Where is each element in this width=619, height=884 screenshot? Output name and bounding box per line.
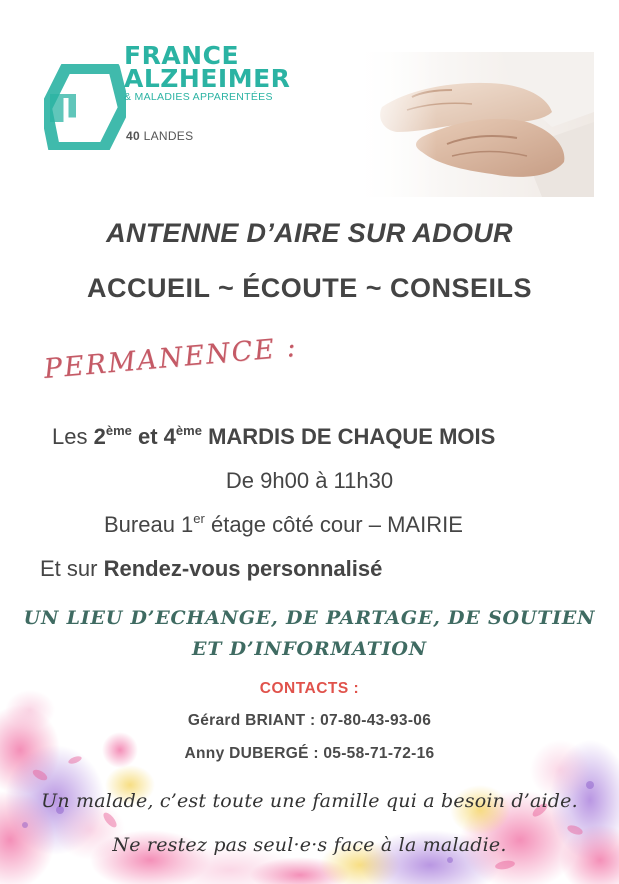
- days-second-suffix: ème: [175, 423, 202, 438]
- logo-line-france: FRANCE: [124, 41, 240, 70]
- tagline-not-alone: Ne restez pas seul·e·s face à la maladie.: [112, 834, 507, 856]
- appointment-info: [40, 556, 382, 582]
- contact-gerard: Gérard BRIANT : 07-80-43-93-06: [187, 712, 432, 729]
- rdv-prefix: Et sur: [40, 556, 104, 581]
- days-first-suffix: ème: [105, 423, 132, 438]
- slogan-line-1: UN LIEU D’ECHANGE, DE PARTAGE, DE SOUTIEN: [23, 607, 596, 629]
- department-number: 40: [126, 129, 140, 143]
- rdv-bold: Rendez-vous personnalisé: [103, 556, 383, 581]
- permanence-heading: PERMANENCE :: [42, 331, 299, 385]
- days-connector: et: [131, 424, 164, 449]
- department-name: LANDES: [143, 129, 194, 143]
- slogan-line-2: ET D’INFORMATION: [192, 638, 427, 660]
- schedule-location: [104, 512, 463, 538]
- holding-hands-photo: [352, 52, 594, 197]
- schedule-days: [52, 424, 495, 450]
- days-prefix: Les: [52, 424, 94, 449]
- contact-anny: Anny DUBERGÉ : 05-58-71-72-16: [184, 745, 435, 762]
- days-second-number: 4: [163, 424, 176, 449]
- logo-subtitle: & MALADIES APPARENTÉES: [124, 91, 273, 103]
- hexagon-logo-icon: [44, 64, 126, 150]
- logo-department: [126, 129, 193, 143]
- services-title: ACCUEIL ~ ÉCOUTE ~ CONSEILS: [86, 273, 533, 303]
- logo-line-alzheimer: ALZHEIMER: [124, 64, 291, 93]
- bureau-suffix: er: [193, 511, 205, 526]
- days-first-number: 2: [93, 424, 106, 449]
- tagline-family: Un malade, c’est toute une famille qui a besoin d’aide.: [41, 790, 578, 812]
- bureau-rest: étage côté cour – MAIRIE: [204, 512, 463, 537]
- days-rest: MARDIS DE CHAQUE MOIS: [201, 424, 496, 449]
- bureau-prefix: Bureau 1: [104, 512, 194, 537]
- schedule-hours: De 9h00 à 11h30: [225, 468, 394, 493]
- contacts-title: CONTACTS :: [259, 680, 360, 697]
- antenne-title: ANTENNE D’AIRE SUR ADOUR: [106, 218, 513, 248]
- brand-logo: [124, 41, 291, 104]
